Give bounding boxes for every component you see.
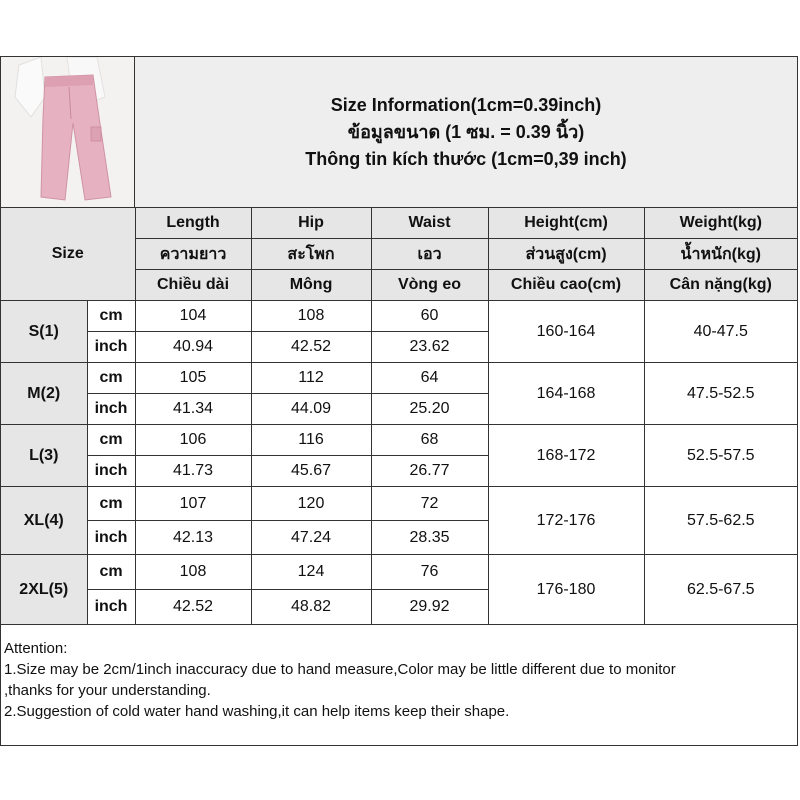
col-header-hip: Hip bbox=[251, 208, 371, 239]
length-cm: 105 bbox=[135, 363, 251, 394]
size-row-cm bbox=[1, 555, 797, 590]
size-row-cm bbox=[1, 301, 797, 332]
col-header-hip-thai: สะโพก bbox=[251, 239, 371, 270]
col-header-hip-vi: Mông bbox=[251, 270, 371, 301]
unit-inch: inch bbox=[87, 521, 135, 555]
col-header-length-vi: Chiều dài bbox=[135, 270, 251, 301]
col-header-height-thai: ส่วนสูง(cm) bbox=[488, 239, 644, 270]
header-row-english bbox=[1, 208, 797, 239]
unit-cm: cm bbox=[87, 487, 135, 521]
waist-cm: 68 bbox=[371, 425, 488, 456]
note-line-1: 1.Size may be 2cm/1inch inaccuracy due to hand measure,Color may be little different due to monitor bbox=[4, 661, 676, 678]
waist-inch: 26.77 bbox=[371, 456, 488, 487]
attention-notes bbox=[4, 638, 794, 722]
length-cm: 106 bbox=[135, 425, 251, 456]
unit-inch: inch bbox=[87, 590, 135, 625]
product-photo bbox=[1, 57, 135, 207]
weight-range: 62.5-67.5 bbox=[644, 555, 797, 625]
waist-cm: 72 bbox=[371, 487, 488, 521]
size-row-cm bbox=[1, 487, 797, 521]
length-cm: 108 bbox=[135, 555, 251, 590]
col-header-waist-thai: เอว bbox=[371, 239, 488, 270]
pink-pants-illustration bbox=[1, 57, 134, 207]
waist-cm: 60 bbox=[371, 301, 488, 332]
size-label: 2XL(5) bbox=[1, 555, 87, 625]
note-line-2: ,thanks for your understanding. bbox=[4, 682, 211, 699]
weight-range: 47.5-52.5 bbox=[644, 363, 797, 425]
size-label: S(1) bbox=[1, 301, 87, 363]
col-header-waist-vi: Vòng eo bbox=[371, 270, 488, 301]
height-range: 168-172 bbox=[488, 425, 644, 487]
waist-cm: 64 bbox=[371, 363, 488, 394]
length-inch: 41.73 bbox=[135, 456, 251, 487]
size-row-cm bbox=[1, 363, 797, 394]
hip-cm: 108 bbox=[251, 301, 371, 332]
length-cm: 107 bbox=[135, 487, 251, 521]
size-label: XL(4) bbox=[1, 487, 87, 555]
col-header-height: Height(cm) bbox=[488, 208, 644, 239]
unit-cm: cm bbox=[87, 363, 135, 394]
hip-inch: 47.24 bbox=[251, 521, 371, 555]
heading-thai: ข้อมูลขนาด (1 ซม. = 0.39 นิ้ว) bbox=[347, 121, 585, 142]
height-range: 164-168 bbox=[488, 363, 644, 425]
note-line-3: 2.Suggestion of cold water hand washing,it can help items keep their shape. bbox=[4, 703, 510, 720]
weight-range: 57.5-62.5 bbox=[644, 487, 797, 555]
hip-inch: 48.82 bbox=[251, 590, 371, 625]
col-header-weight: Weight(kg) bbox=[644, 208, 797, 239]
waist-inch: 23.62 bbox=[371, 332, 488, 363]
size-table bbox=[1, 208, 797, 625]
length-inch: 42.52 bbox=[135, 590, 251, 625]
size-label: L(3) bbox=[1, 425, 87, 487]
header-banner bbox=[1, 57, 797, 208]
weight-range: 40-47.5 bbox=[644, 301, 797, 363]
hip-cm: 124 bbox=[251, 555, 371, 590]
col-header-length: Length bbox=[135, 208, 251, 239]
length-cm: 104 bbox=[135, 301, 251, 332]
waist-cm: 76 bbox=[371, 555, 488, 590]
hip-cm: 112 bbox=[251, 363, 371, 394]
col-header-height-vi: Chiều cao(cm) bbox=[488, 270, 644, 301]
size-information-heading bbox=[135, 57, 797, 207]
height-range: 176-180 bbox=[488, 555, 644, 625]
unit-inch: inch bbox=[87, 394, 135, 425]
hip-cm: 116 bbox=[251, 425, 371, 456]
waist-inch: 25.20 bbox=[371, 394, 488, 425]
unit-cm: cm bbox=[87, 425, 135, 456]
unit-inch: inch bbox=[87, 456, 135, 487]
length-inch: 42.13 bbox=[135, 521, 251, 555]
hip-cm: 120 bbox=[251, 487, 371, 521]
size-column-header: Size bbox=[1, 208, 135, 301]
col-header-length-thai: ความยาว bbox=[135, 239, 251, 270]
unit-cm: cm bbox=[87, 301, 135, 332]
notes-title: Attention: bbox=[4, 640, 68, 657]
hip-inch: 45.67 bbox=[251, 456, 371, 487]
size-label: M(2) bbox=[1, 363, 87, 425]
unit-cm: cm bbox=[87, 555, 135, 590]
heading-english: Size Information(1cm=0.39inch) bbox=[330, 94, 602, 115]
length-inch: 40.94 bbox=[135, 332, 251, 363]
length-inch: 41.34 bbox=[135, 394, 251, 425]
hip-inch: 42.52 bbox=[251, 332, 371, 363]
weight-range: 52.5-57.5 bbox=[644, 425, 797, 487]
height-range: 160-164 bbox=[488, 301, 644, 363]
unit-inch: inch bbox=[87, 332, 135, 363]
height-range: 172-176 bbox=[488, 487, 644, 555]
size-row-cm bbox=[1, 425, 797, 456]
col-header-waist: Waist bbox=[371, 208, 488, 239]
heading-vietnamese: Thông tin kích thước (1cm=0,39 inch) bbox=[305, 148, 627, 169]
waist-inch: 29.92 bbox=[371, 590, 488, 625]
col-header-weight-thai: น้ำหนัก(kg) bbox=[644, 239, 797, 270]
hip-inch: 44.09 bbox=[251, 394, 371, 425]
size-chart bbox=[0, 56, 798, 746]
waist-inch: 28.35 bbox=[371, 521, 488, 555]
col-header-weight-vi: Cân nặng(kg) bbox=[644, 270, 797, 301]
